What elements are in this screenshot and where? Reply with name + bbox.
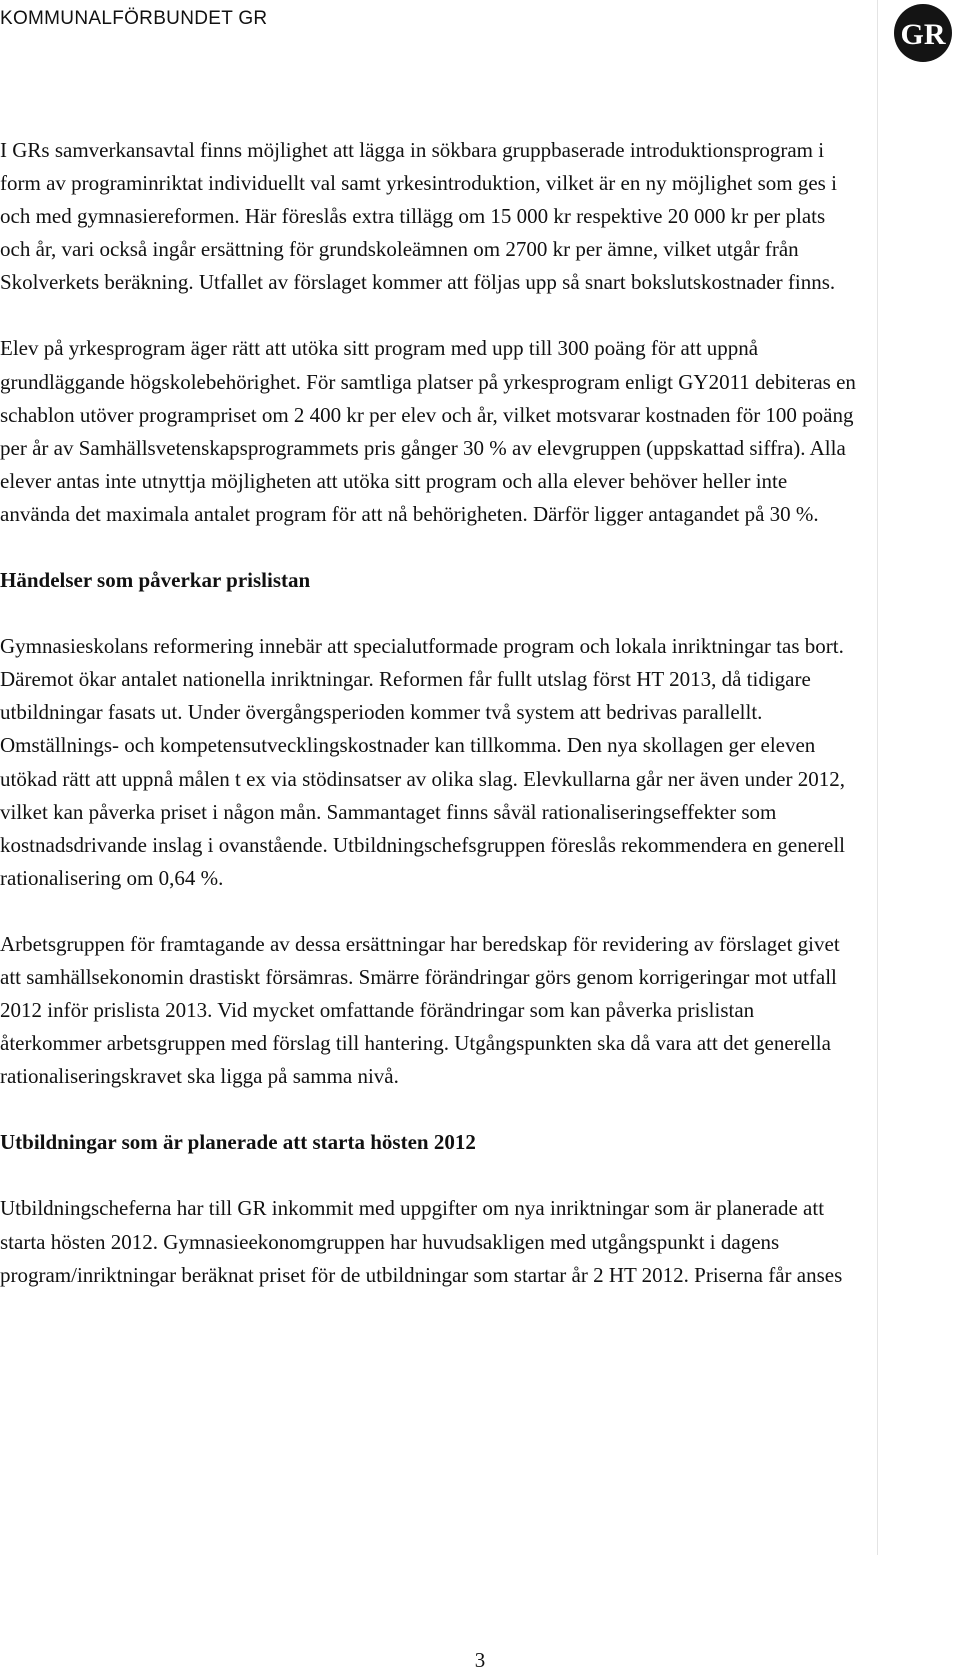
document-body (0, 134, 860, 1325)
page-number: 3 (474, 1648, 486, 1672)
gr-logo-icon (894, 4, 952, 62)
paragraph-working-group: Arbetsgruppen för framtagande av dessa ersättningar har beredskap för revidering av förslaget givet att samhällsekonomin drastiskt försämras. Smärre förändringar görs genom korrigeringar mot utfall 2012 inför prislista 2013. Vid mycket omfattande förändringar som kan påverka prislistan återkommer arbetsgruppen med förslag till hantering. Utgångspunkten ska då vara att det generella rationaliseringskravet ska ligga på samma nivå. (0, 931, 840, 1089)
paragraph-vocational-programs: Elev på yrkesprogram äger rätt att utöka sitt program med upp till 300 poäng för att uppnå grundläggande högskolebehörighet. För samtliga platser på yrkesprogram enligt GY2011 debiteras en schablon utöver programpriset om 2 400 kr per elev och år, vilket motsvarar kostnaden för 100 poäng per år av Samhällsvetenskapsprogrammets pris gånger 30 % av elevgruppen (uppskattad siffra). Alla elever antas inte utnyttja möjligheten att utöka sitt program och alla elever behöver heller inte använda det maximala antalet program för att nå behörigheten. Därför ligger antagandet på 30 %. (0, 336, 856, 526)
section-heading-price-events: Händelser som påverkar prislistan (0, 568, 311, 593)
margin-rule (877, 0, 878, 1555)
paragraph-planned-programs: Utbildningscheferna har till GR inkommit med uppgifter om nya inriktningar som är planerade att starta hösten 2012. Gymnasieekonomgruppen har huvudsakligen med utgångspunkt i dagens program/inriktningar beräknat priset för de utbildningar som startar år 2 HT 2012. Priserna får anses (0, 1196, 843, 1287)
paragraph-gr-agreement: I GRs samverkansavtal finns möjlighet att lägga in sökbara gruppbaserade introduktionsprogram i form av programinriktat individuellt val samt yrkesintroduktion, vilket är en ny möjlighet som ges i och med gymnasiereformen. Här föreslås extra tillägg om 15 000 kr respektive 20 000 kr per plats och år, vari också ingår ersättning för grundskoleämnen om 2700 kr per ämne, vilket utgår från Skolverkets beräkning. Utfallet av förslaget kommer att följas upp så snart bokslutskostnader finns. (0, 138, 837, 295)
paragraph-reform: Gymnasieskolans reformering innebär att specialutformade program och lokala inriktningar tas bort. Däremot ökar antalet nationella inriktningar. Reformen får fullt utslag först HT 2013, då tidigare utbildningar fasats ut. Under övergångsperioden kommer två system att bedrivas parallellt. Omställnings- och kompetensutvecklingskostnader kan tillkomma. Den nya skollagen ger eleven utökad rätt att uppnå målen t ex via stödinsatser av olika slag. Elevkullarna går ner även under 2012, vilket kan påverka priset i någon mån. Sammantaget finns såväl rationaliseringseffekter som kostnadsdrivande inslag i ovanstående. Utbildningschefsgruppen föreslås rekommendera en generell rationalisering om 0,64 %. (0, 634, 845, 890)
page-header-org-name: KOMMUNALFÖRBUNDET GR (0, 8, 268, 29)
gr-logo-svg (894, 4, 952, 62)
section-heading-planned-programs: Utbildningar som är planerade att starta hösten 2012 (0, 1130, 476, 1155)
logo-text: GR (900, 18, 946, 51)
